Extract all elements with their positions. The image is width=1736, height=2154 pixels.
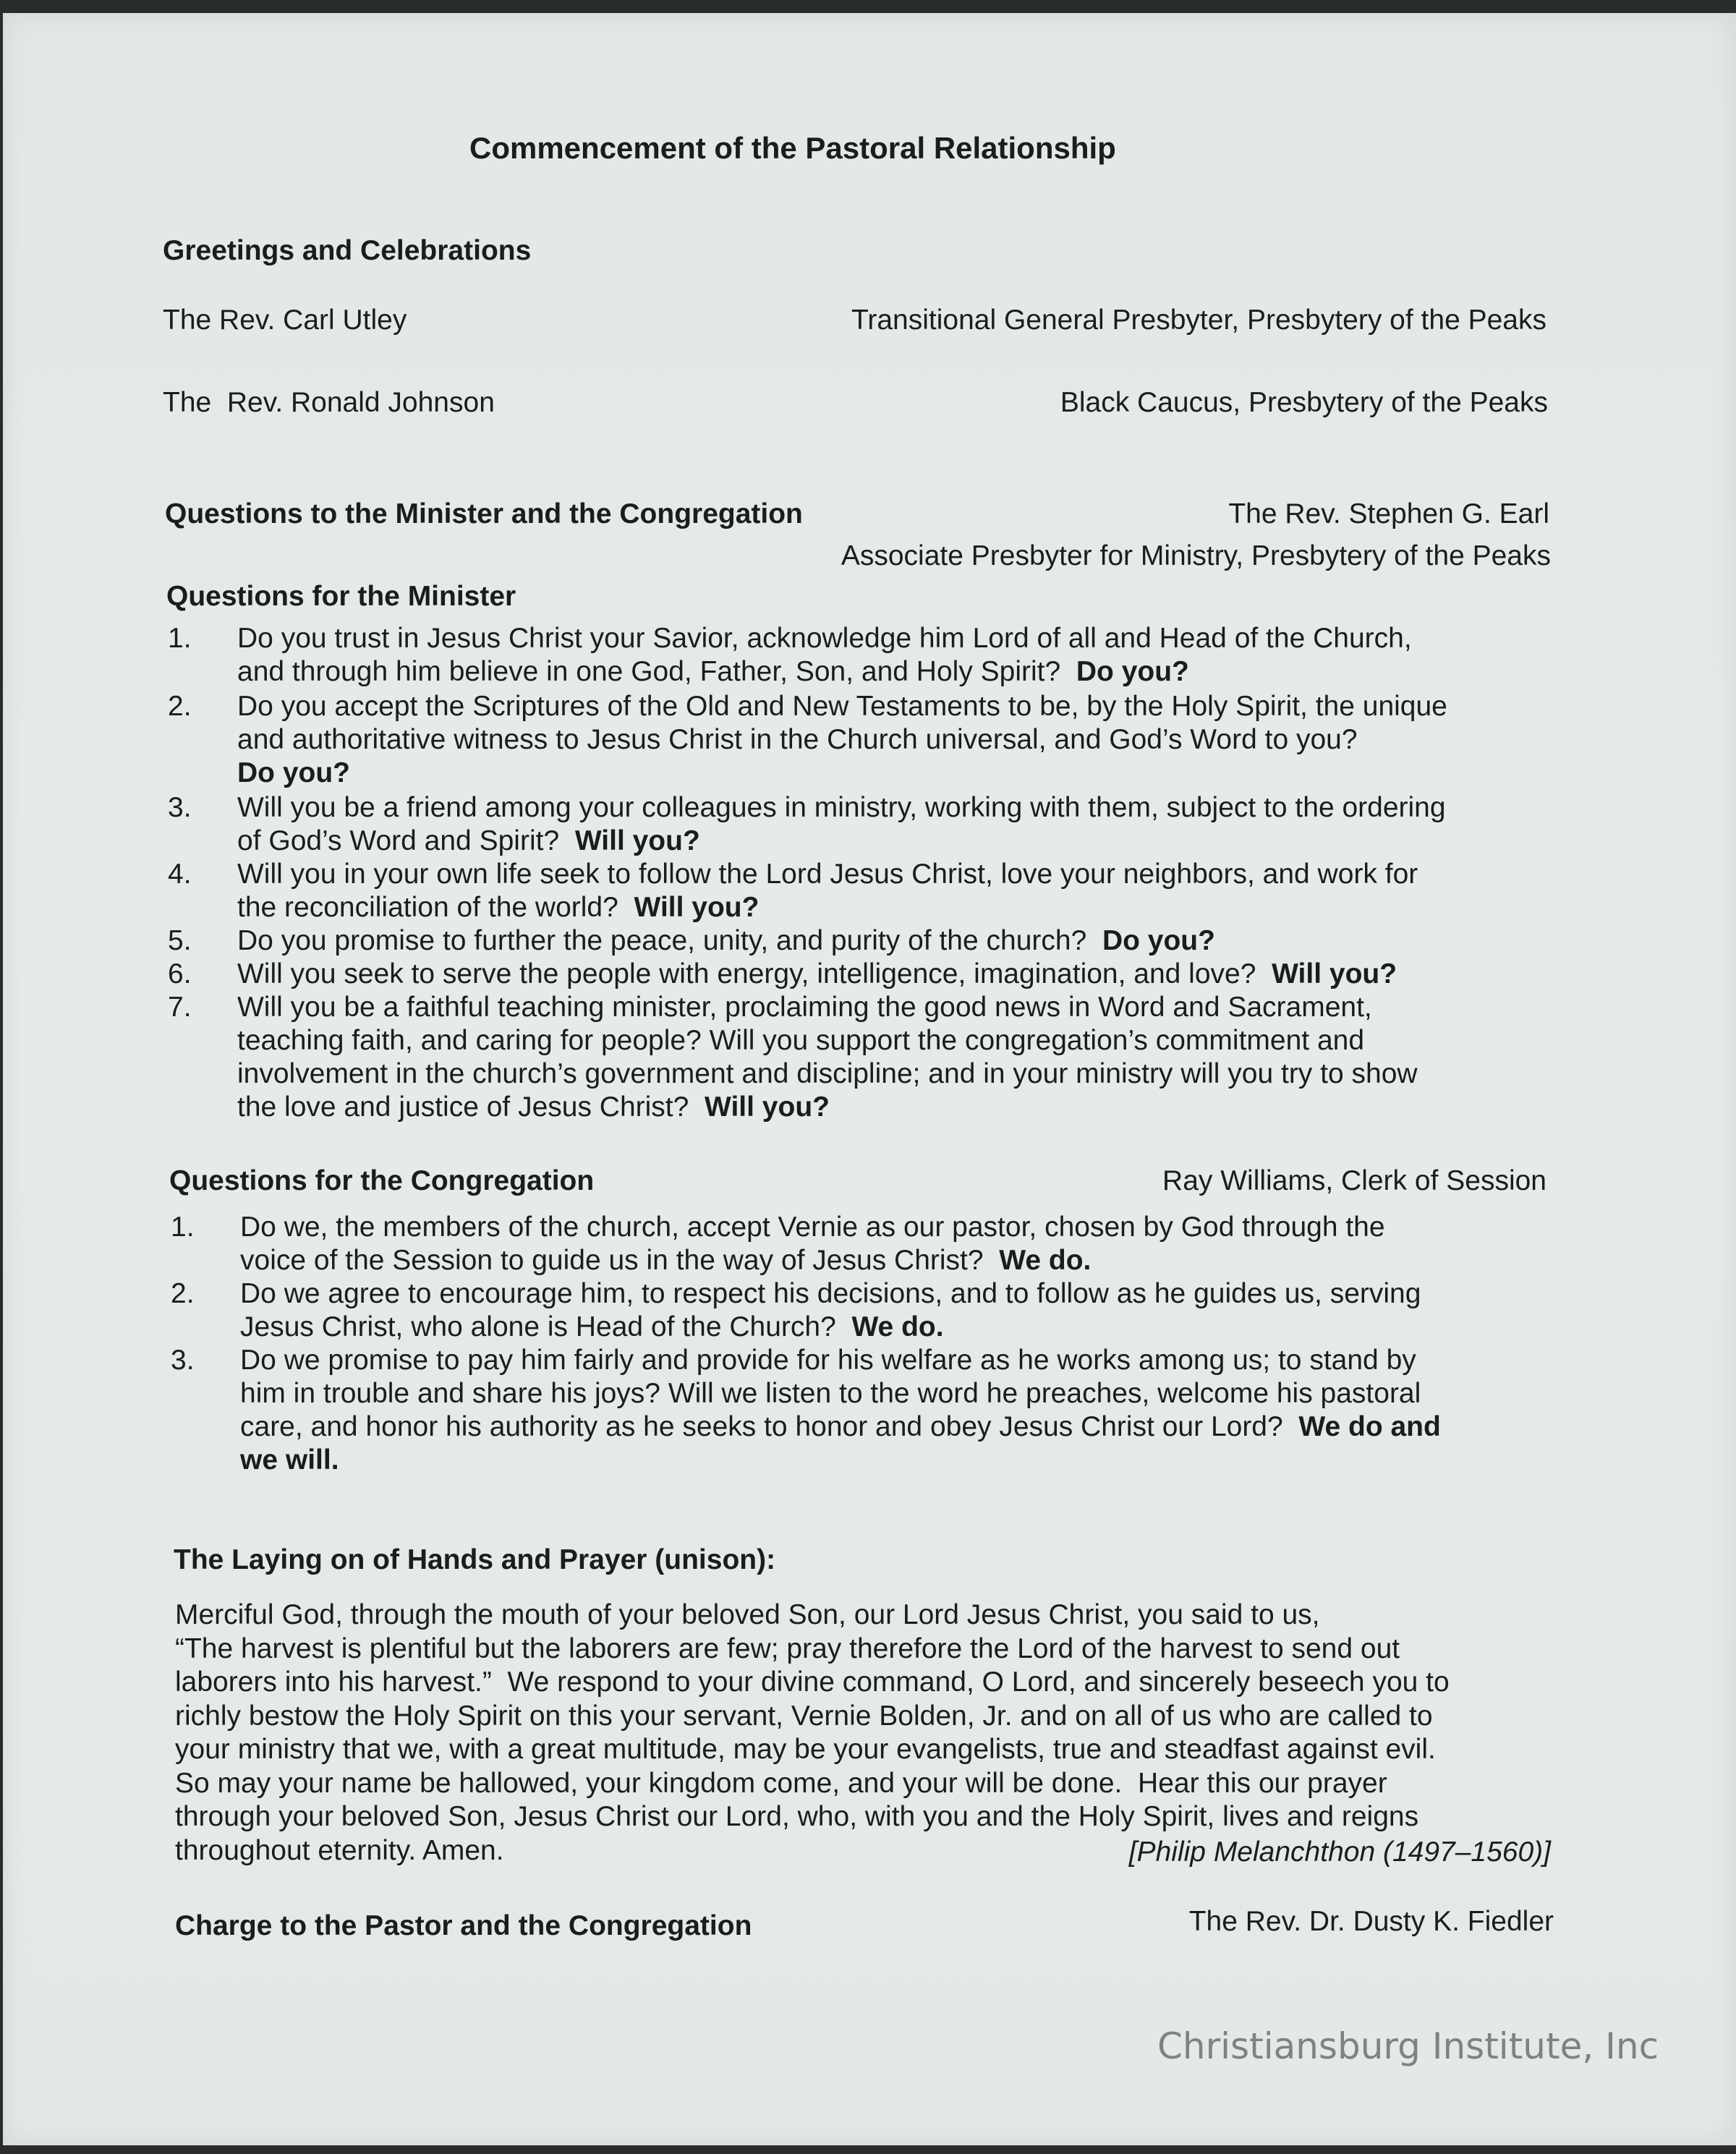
congregation-leader: Ray Williams, Clerk of Session [1162,1165,1546,1196]
question-item [168,791,1557,858]
question-line: Do we, the members of the church, accept Vernie as our pastor, chosen by God through the [240,1212,1385,1243]
prayer-line: laborers into his harvest.” We respond to your divine command, O Lord, and sincerely beseech you to [175,1666,1450,1698]
question-line [240,1444,1560,1477]
question-number: 7. [168,992,192,1023]
question-line: Do we promise to pay him fairly and provide for his welfare as he works among us; to stand by [240,1345,1416,1376]
question-item [168,991,1557,1124]
greeting-name-1: The Rev. Carl Utley [163,305,407,336]
question-item [168,858,1557,924]
question-number: 1. [168,623,192,654]
question-line: the love and justice of Jesus Christ? Will you? [237,1091,830,1123]
question-line: him in trouble and share his joys? Will we listen to the word he preaches, welcome his pastoral [240,1378,1421,1409]
question-item [168,622,1557,689]
greeting-role-2: Black Caucus, Presbytery of the Peaks [1060,387,1548,418]
prayer-line: So may your name be hallowed, your kingdom come, and your will be done. Hear this our prayer [175,1767,1387,1799]
charge-leader: The Rev. Dr. Dusty K. Fiedler [1188,1906,1554,1937]
prayer-line: throughout eternity. Amen. [175,1834,504,1866]
prayer-attribution: [Philip Melanchthon (1497–1560)] [1128,1836,1551,1868]
question-response: Do you? [1102,925,1215,956]
question-line: Jesus Christ, who alone is Head of the Church? We do. [240,1311,944,1342]
question-line: of God’s Word and Spirit? Will you? [237,825,700,856]
greeting-name-2: The Rev. Ronald Johnson [163,387,495,418]
question-item [171,1277,1560,1344]
question-text [237,791,1557,858]
question-line: and through him believe in one God, Father, Son, and Holy Spirit? Do you? [237,656,1189,687]
question-text [240,1344,1560,1477]
question-line: the reconciliation of the world? Will you? [237,892,760,923]
question-number: 2. [168,691,192,722]
question-line: Will you in your own life seek to follow the Lord Jesus Christ, love your neighbors, and work for [237,859,1418,890]
question-response: Will you? [574,825,700,856]
question-number: 1. [171,1212,195,1243]
question-text [240,1277,1560,1344]
question-line [237,757,1557,790]
question-line: Do you trust in Jesus Christ your Savior, acknowledge him Lord of all and Head of the Church, [237,623,1412,654]
question-response: Will you? [634,892,760,923]
question-number: 5. [168,925,192,956]
question-line: care, and honor his authority as he seeks to honor and obey Jesus Christ our Lord? We do and [240,1411,1441,1442]
congregation-heading: Questions for the Congregation [169,1165,595,1196]
question-item [171,1344,1560,1477]
prayer-line: through your beloved Son, Jesus Christ our Lord, who, with you and the Holy Spirit, lives and reigns [175,1801,1419,1832]
question-number: 3. [168,792,192,823]
minister-heading: Questions for the Minister [166,581,516,612]
question-response: We do and [1298,1411,1441,1442]
question-number: 4. [168,859,192,890]
page-title: Commencement of the Pastoral Relationship [469,131,1116,165]
paper-page [3,13,1736,2145]
question-line: teaching faith, and caring for people? Will you support the congregation’s commitment and [237,1025,1365,1056]
questions-leader: The Rev. Stephen G. Earl [1228,498,1549,529]
greeting-role-1: Transitional General Presbyter, Presbytery of the Peaks [851,305,1546,336]
question-line: voice of the Session to guide us in the way of Jesus Christ? We do. [240,1245,1092,1276]
question-item [168,958,1557,991]
question-line: Will you be a faithful teaching minister, proclaiming the good news in Word and Sacrament, [237,992,1372,1023]
question-line: Will you seek to serve the people with energy, intelligence, imagination, and love? Will you? [237,958,1397,989]
question-text [237,858,1557,924]
watermark-text: Christiansburg Institute, Inc [1157,2025,1659,2067]
question-number: 2. [171,1278,195,1309]
question-text [237,690,1557,790]
question-number: 3. [171,1345,195,1376]
question-text [240,1211,1560,1277]
greetings-heading: Greetings and Celebrations [163,235,532,266]
questions-leader-role: Associate Presbyter for Ministry, Presbytery of the Peaks [841,540,1551,571]
question-response: Do you? [1076,656,1189,687]
question-line: Do we agree to encourage him, to respect his decisions, and to follow as he guides us, serving [240,1278,1421,1309]
question-response: We do. [999,1245,1092,1276]
question-line: involvement in the church’s government and discipline; and in your ministry will you try to show [237,1058,1418,1089]
prayer-line: Merciful God, through the mouth of your beloved Son, our Lord Jesus Christ, you said to us, [175,1599,1320,1630]
question-text [237,991,1557,1124]
question-response: We do. [851,1311,944,1342]
charge-heading: Charge to the Pastor and the Congregation [175,1910,752,1941]
question-line: Will you be a friend among your colleagues in ministry, working with them, subject to the ordering [237,792,1446,823]
prayer-line: “The harvest is plentiful but the laborers are few; pray therefore the Lord of the harvest to send out [175,1632,1400,1664]
question-response: Will you? [705,1091,830,1123]
question-text [237,924,1557,958]
prayer-heading: The Laying on of Hands and Prayer (unison): [174,1544,776,1575]
question-item [171,1211,1560,1277]
question-line: and authoritative witness to Jesus Christ in the Church universal, and God’s Word to you? [237,724,1358,755]
question-text [237,622,1557,689]
question-number: 6. [168,958,192,989]
question-response: Do you? [237,757,350,788]
question-line: Do you accept the Scriptures of the Old and New Testaments to be, by the Holy Spirit, the unique [237,691,1447,722]
prayer-text [175,1599,1450,1868]
prayer-line: your ministry that we, with a great multitude, may be your evangelists, true and steadfast against evil. [175,1734,1436,1765]
question-response: we will. [240,1444,339,1476]
prayer-line: richly bestow the Holy Spirit on this your servant, Vernie Bolden, Jr. and on all of us who are called to [175,1700,1433,1732]
question-text [237,958,1557,991]
question-item [168,924,1557,958]
question-response: Will you? [1272,958,1397,989]
questions-heading: Questions to the Minister and the Congregation [165,498,803,529]
question-item [168,690,1557,790]
question-line: Do you promise to further the peace, unity, and purity of the church? Do you? [237,925,1215,956]
